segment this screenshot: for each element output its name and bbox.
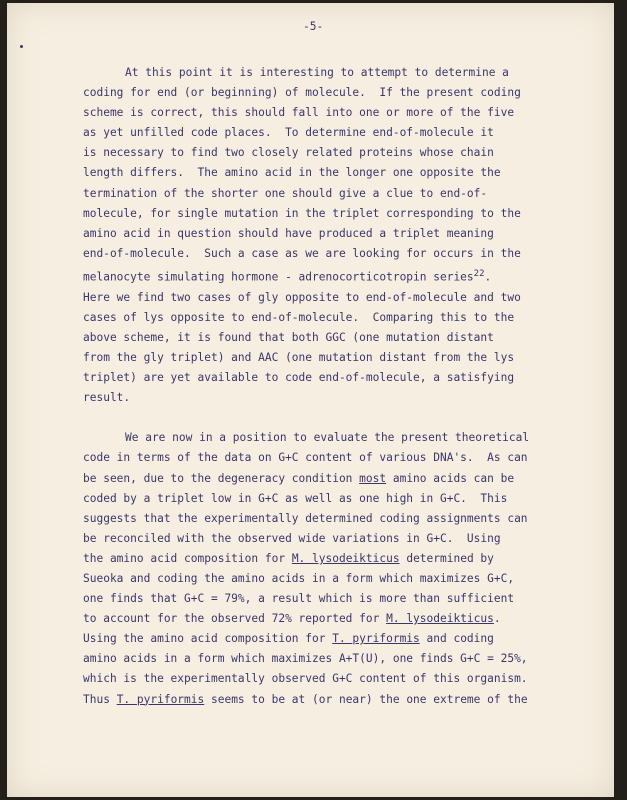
text-line: Sueoka and coding the amino acids in a form which maximizes G+C, <box>83 571 515 585</box>
text-line: above scheme, it is found that both GGC (one mutation distant <box>83 330 494 344</box>
text-line: from the gly triplet) and AAC (one mutation distant from the lys <box>83 351 515 365</box>
text-line: suggests that the experimentally determined coding assignments can <box>83 511 528 525</box>
text-line: cases of lys opposite to end-of-molecule. Comparing this to the <box>83 310 515 324</box>
paper-sheet <box>7 3 614 797</box>
text-line: termination of the shorter one should give a clue to end-of- <box>83 186 488 200</box>
body-text <box>83 63 563 730</box>
text-line: to account for the observed 72% reported for M. lysodeikticus. <box>83 612 501 626</box>
text-line: triplet) are yet available to code end-of-molecule, a satisfying <box>83 371 515 385</box>
text-line: is necessary to find two closely related proteins whose chain <box>83 146 494 160</box>
text-line: the amino acid composition for M. lysodeikticus determined by <box>83 551 494 565</box>
paragraph-1 <box>83 63 563 408</box>
text-line: coding for end (or beginning) of molecule. If the present coding <box>83 86 521 100</box>
text-line: Here we find two cases of gly opposite to end-of-molecule and two <box>83 290 521 304</box>
text-line: amino acids in a form which maximizes A+T(U), one finds G+C = 25%, <box>83 652 528 666</box>
text-line: result. <box>83 391 131 405</box>
text-line: coded by a triplet low in G+C as well as one high in G+C. This <box>83 491 508 505</box>
text-line: code in terms of the data on G+C content of various DNA's. As can <box>83 451 528 465</box>
text-line: be reconciled with the observed wide variations in G+C. Using <box>83 531 501 545</box>
text-line: Thus T. pyriformis seems to be at (or near) the one extreme of the <box>83 692 528 706</box>
page-number: -5- <box>303 20 324 33</box>
text-line: which is the experimentally observed G+C content of this organism. <box>83 672 528 686</box>
text-line: scheme is correct, this should fall into one or more of the five <box>83 106 515 120</box>
text-line: as yet unfilled code places. To determine end-of-molecule it <box>83 126 494 140</box>
text-line: length differs. The amino acid in the longer one opposite the <box>83 166 501 180</box>
margin-dot <box>20 45 23 48</box>
text-line: end-of-molecule. Such a case as we are looking for occurs in the <box>83 246 521 260</box>
text-line: melanocyte simulating hormone - adrenocorticotropin series$^{22}$. <box>83 268 492 284</box>
text-line: molecule, for single mutation in the triplet corresponding to the <box>83 206 521 220</box>
text-line: At this point it is interesting to attempt to determine a <box>125 66 509 79</box>
paragraph-2 <box>83 428 563 709</box>
text-line: We are now in a position to evaluate the present theoretical <box>125 431 530 445</box>
text-line: be seen, due to the degeneracy condition most amino acids can be <box>83 471 515 485</box>
text-line: Using the amino acid composition for T. pyriformis and coding <box>83 632 494 646</box>
text-line: amino acid in question should have produced a triplet meaning <box>83 226 494 240</box>
text-line: one finds that G+C = 79%, a result which is more than sufficient <box>83 592 515 606</box>
